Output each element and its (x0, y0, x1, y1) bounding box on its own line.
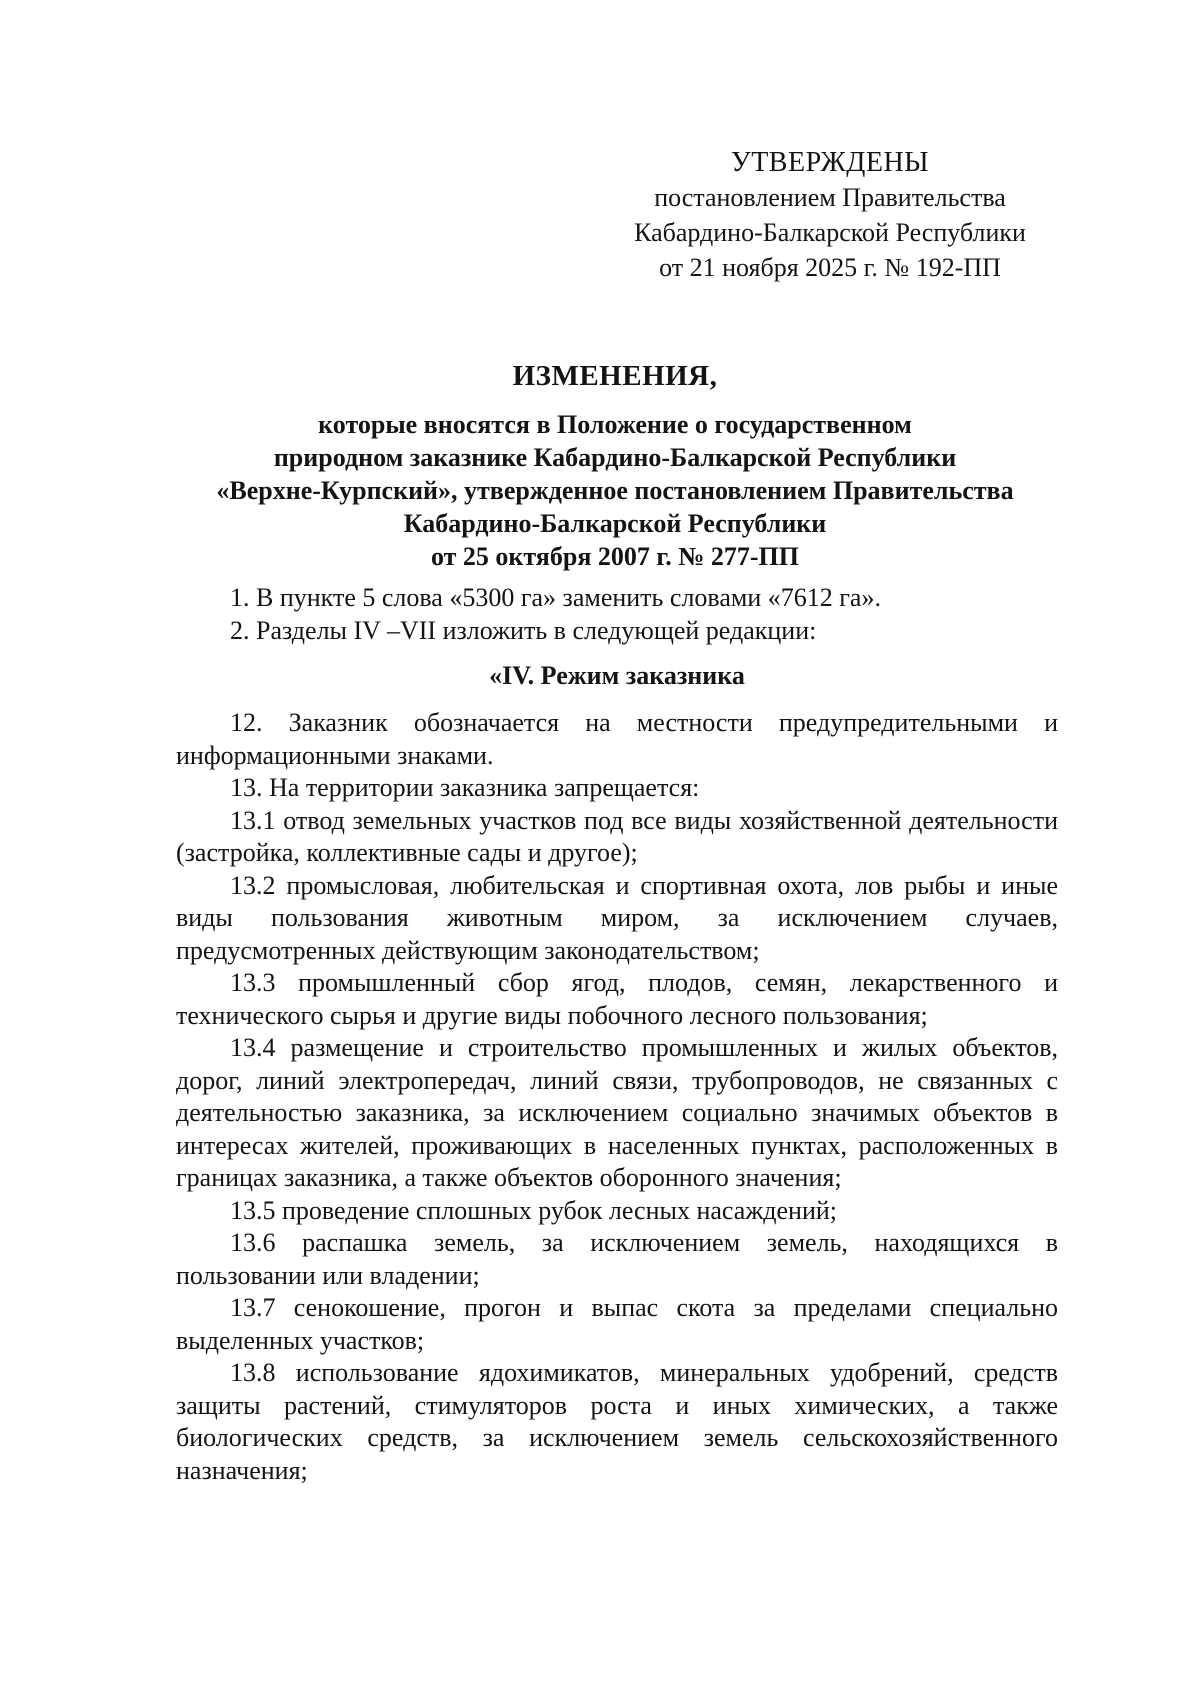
intro-paragraph: 1. В пункте 5 слова «5300 га» заменить словами «7612 га». (230, 583, 881, 612)
paragraph-12: 12. Заказник обозначается на местности предупредительными и информационными знаками. (176, 708, 1058, 770)
section-heading: «IV. Режим заказника (489, 661, 745, 690)
paragraph-13: 13. На территории заказника запрещается: (230, 773, 700, 802)
paragraph-13-7: 13.7 сенокошение, прогон и выпас скота за пределами специально выделенных участков; (176, 1293, 1058, 1355)
document-title: ИЗМЕНЕНИЯ, (512, 360, 718, 392)
paragraph-13-1: 13.1 отвод земельных участков под все виды хозяйственной деятельности (застройка, коллективные сады и другое); (176, 805, 1058, 867)
document-subtitle-line: от 25 октября 2007 г. № 277-ПП (430, 542, 800, 571)
document-subtitle-line: которые вносятся в Положение о государственном (318, 410, 912, 439)
approval-stamp (620, 145, 1040, 285)
paragraph-13-4: 13.4 размещение и строительство промышленных и жилых объектов, дорог, линий электропередач, линий связи, трубопроводов, не связанных с деятельностью заказника, за исключением социально значимых объектов в интересах жителей, проживающих в населенных пунктах, расположенных в границах заказника, а также объектов оборонного значения; (176, 1033, 1058, 1192)
document-body (176, 582, 1058, 1487)
document-subtitle-line: природном заказнике Кабардино-Балкарской Республики (273, 443, 957, 472)
document-subtitle-line: Кабардино-Балкарской Республики (403, 509, 827, 538)
approval-date-number: от 21 ноября 2025 г. № 192-ПП (659, 253, 1001, 282)
paragraph-13-8: 13.8 использование ядохимикатов, минеральных удобрений, средств защиты растений, стимуляторов роста и иных химических, а также биологических средств, за исключением земель сельскохозяйственного назначения; (176, 1358, 1058, 1485)
intro-paragraph: 2. Разделы IV –VII изложить в следующей редакции: (230, 615, 817, 645)
approval-line: Кабардино-Балкарской Республики (634, 218, 1026, 247)
paragraph-13-5: 13.5 проведение сплошных рубок лесных насаждений; (230, 1195, 838, 1225)
paragraph-13-2: 13.2 промысловая, любительская и спортивная охота, лов рыбы и иные виды пользования животным миром, за исключением случаев, предусмотренных действующим законодательством; (176, 870, 1058, 965)
document-subtitle-line: «Верхне-Курпский», утвержденное постановлением Правительства (216, 476, 1014, 505)
document-title-block (175, 356, 1055, 573)
approval-line: постановлением Правительства (654, 183, 1006, 212)
paragraph-13-6: 13.6 распашка земель, за исключением земель, находящихся в пользовании или владении; (176, 1228, 1058, 1290)
approval-title: УТВЕРЖДЕНЫ (730, 147, 930, 178)
paragraph-13-3: 13.3 промышленный сбор ягод, плодов, семян, лекарственного и технического сырья и другие виды побочного лесного пользования; (176, 968, 1058, 1030)
